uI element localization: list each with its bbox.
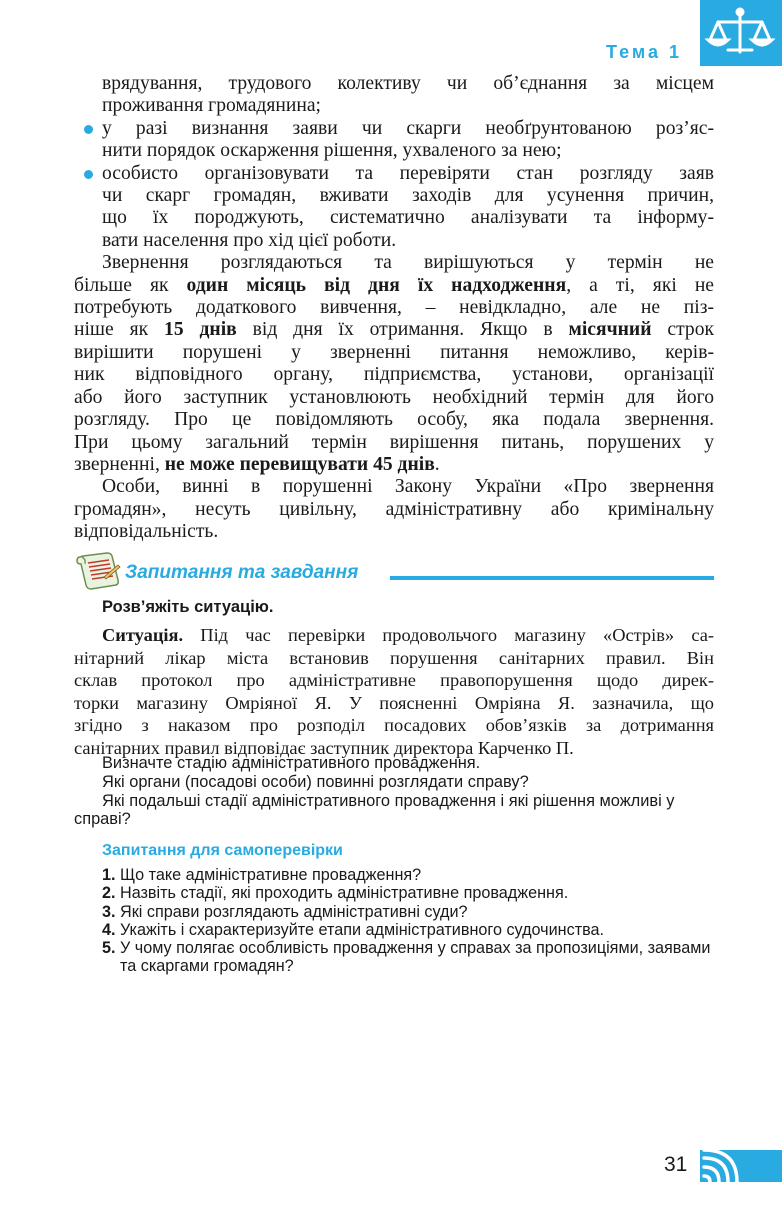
text-line: вирішити порушені у зверненні питання неможливо, керiв- bbox=[74, 341, 714, 363]
text-line: зверненні, не може перевищувати 45 днів. bbox=[74, 453, 440, 475]
text-line: більше як один місяць від дня їх надходження, а ті, які не bbox=[74, 274, 714, 296]
text-line: розгляду. Про це повідомляють особу, яка подала звернення. bbox=[74, 409, 714, 431]
paragraph-liability bbox=[74, 476, 714, 543]
self-check-item: 2. Назвіть стадії, які проходить адміністративне провадження. bbox=[102, 884, 569, 903]
text-line: склав протокол про адміністративне правопорушення щодо дирек- bbox=[74, 670, 714, 690]
solve-instruction: Розв’яжіть ситуацію. bbox=[102, 598, 274, 616]
self-check-title: Запитання для самоперевірки bbox=[102, 842, 343, 859]
text-line: потребують додаткового вивчення, – невідкладно, але не пiз- bbox=[74, 297, 714, 319]
self-check-item: 4. Укажіть і схарактеризуйте етапи адміністративного судочинства. bbox=[102, 920, 605, 939]
footer-tab bbox=[700, 1150, 782, 1182]
text-line: врядування, трудового колективу чи об’єднання за місцем bbox=[102, 73, 714, 94]
text-line: відповідальність. bbox=[74, 521, 219, 543]
situation-label: Ситуація. bbox=[102, 625, 184, 645]
situation-text bbox=[74, 624, 714, 759]
topic-tab bbox=[700, 0, 782, 66]
task-item: Які органи (посадові особи) повинні розглядати справу? bbox=[102, 772, 529, 791]
bullet-dot bbox=[84, 125, 93, 134]
text-line: особисто організовувати та перевіряти стан розгляду заяв bbox=[102, 162, 714, 184]
text-line: При цьому загальний термін вирішення питань, порушених у bbox=[74, 431, 714, 453]
item-number: 3. bbox=[102, 902, 116, 921]
bullet-dot bbox=[84, 170, 93, 179]
page-number: 31 bbox=[664, 1153, 688, 1176]
signal-waves-icon bbox=[700, 1150, 782, 1182]
paragraph-terms bbox=[74, 252, 714, 476]
section-title: Запитання та завдання bbox=[125, 562, 359, 583]
text-line: або його заступник установлюють необхідний термін для його bbox=[74, 386, 714, 408]
emphasis: не може перевищувати 45 днів bbox=[164, 453, 435, 475]
text-line: Ситуація. Під час перевірки продовольчого магазину «Острів» са- bbox=[102, 625, 714, 645]
text-line: ніше як 15 днів від дня їх отримання. Якщо в місячний строк bbox=[74, 319, 715, 341]
section-rule bbox=[390, 576, 714, 580]
task-list bbox=[74, 754, 716, 829]
text-line: що їх породжують, систематично аналізувати та інформу- bbox=[102, 207, 714, 229]
item-number: 1. bbox=[102, 866, 116, 884]
text-line: нітарний лікар міста встановив порушення санітарних правил. Він bbox=[74, 647, 714, 668]
self-check-item: 5. У чому полягає особливість провадження у справах за пропозиціями, заявами та скаргами громадян? bbox=[102, 939, 711, 976]
emphasis: один місяць від дня їх надходження bbox=[186, 274, 567, 296]
topic-label: Тема 1 bbox=[606, 42, 682, 62]
emphasis: місячний bbox=[568, 319, 652, 341]
questions-section-header bbox=[74, 551, 716, 591]
self-check-list bbox=[102, 866, 714, 976]
bullet-item bbox=[74, 118, 714, 163]
text-line: чи скарг громадян, вживати заходів для усунення причин, bbox=[102, 185, 714, 207]
text-line: згідно з наказом про розподіл посадових обов’язків за дотримання bbox=[74, 715, 714, 735]
text-line: нити порядок оскарження рішення, ухваленого за нею; bbox=[102, 140, 562, 162]
item-number: 5. bbox=[102, 939, 116, 958]
text-line: у разі визнання заяви чи скарги необґрунтованою роз’яс- bbox=[102, 117, 714, 139]
self-check-item: 1. Що таке адміністративне провадження? bbox=[102, 866, 422, 884]
self-check-item: 3. Які справи розглядають адміністративні суди? bbox=[102, 902, 468, 921]
scroll-notes-icon bbox=[74, 551, 122, 591]
text-line: вати населення про хід цієї роботи. bbox=[102, 229, 397, 251]
task-item: Визначте стадію адміністративного провадження. bbox=[102, 754, 481, 772]
text-line: ник відповідного органу, підприємства, установи, організації bbox=[74, 364, 714, 386]
text-line: санітарних правил відповідає заступник директора Карченко П. bbox=[74, 737, 574, 758]
text-line: громадян», несуть цивільну, адміністративну або кримінальну bbox=[74, 498, 714, 520]
task-item: Які подальші стадії адміністративного провадження і які рішення можливі у справі? bbox=[74, 791, 675, 829]
text-line: Звернення розглядаються та вирішуються у термін не bbox=[102, 252, 714, 274]
item-number: 2. bbox=[102, 884, 116, 903]
body-text bbox=[74, 73, 714, 544]
item-number: 4. bbox=[102, 920, 116, 939]
text-line: торки магазину Омріяної Я. У поясненні Омріяна Я. зазначила, що bbox=[74, 692, 714, 713]
bullet-item bbox=[74, 163, 714, 253]
scales-of-justice-icon bbox=[700, 0, 782, 66]
text-line: проживання громадянина; bbox=[102, 95, 321, 117]
text-line: Особи, винні в порушенні Закону України «Про звернення bbox=[102, 476, 714, 498]
emphasis: 15 днів bbox=[164, 319, 237, 341]
